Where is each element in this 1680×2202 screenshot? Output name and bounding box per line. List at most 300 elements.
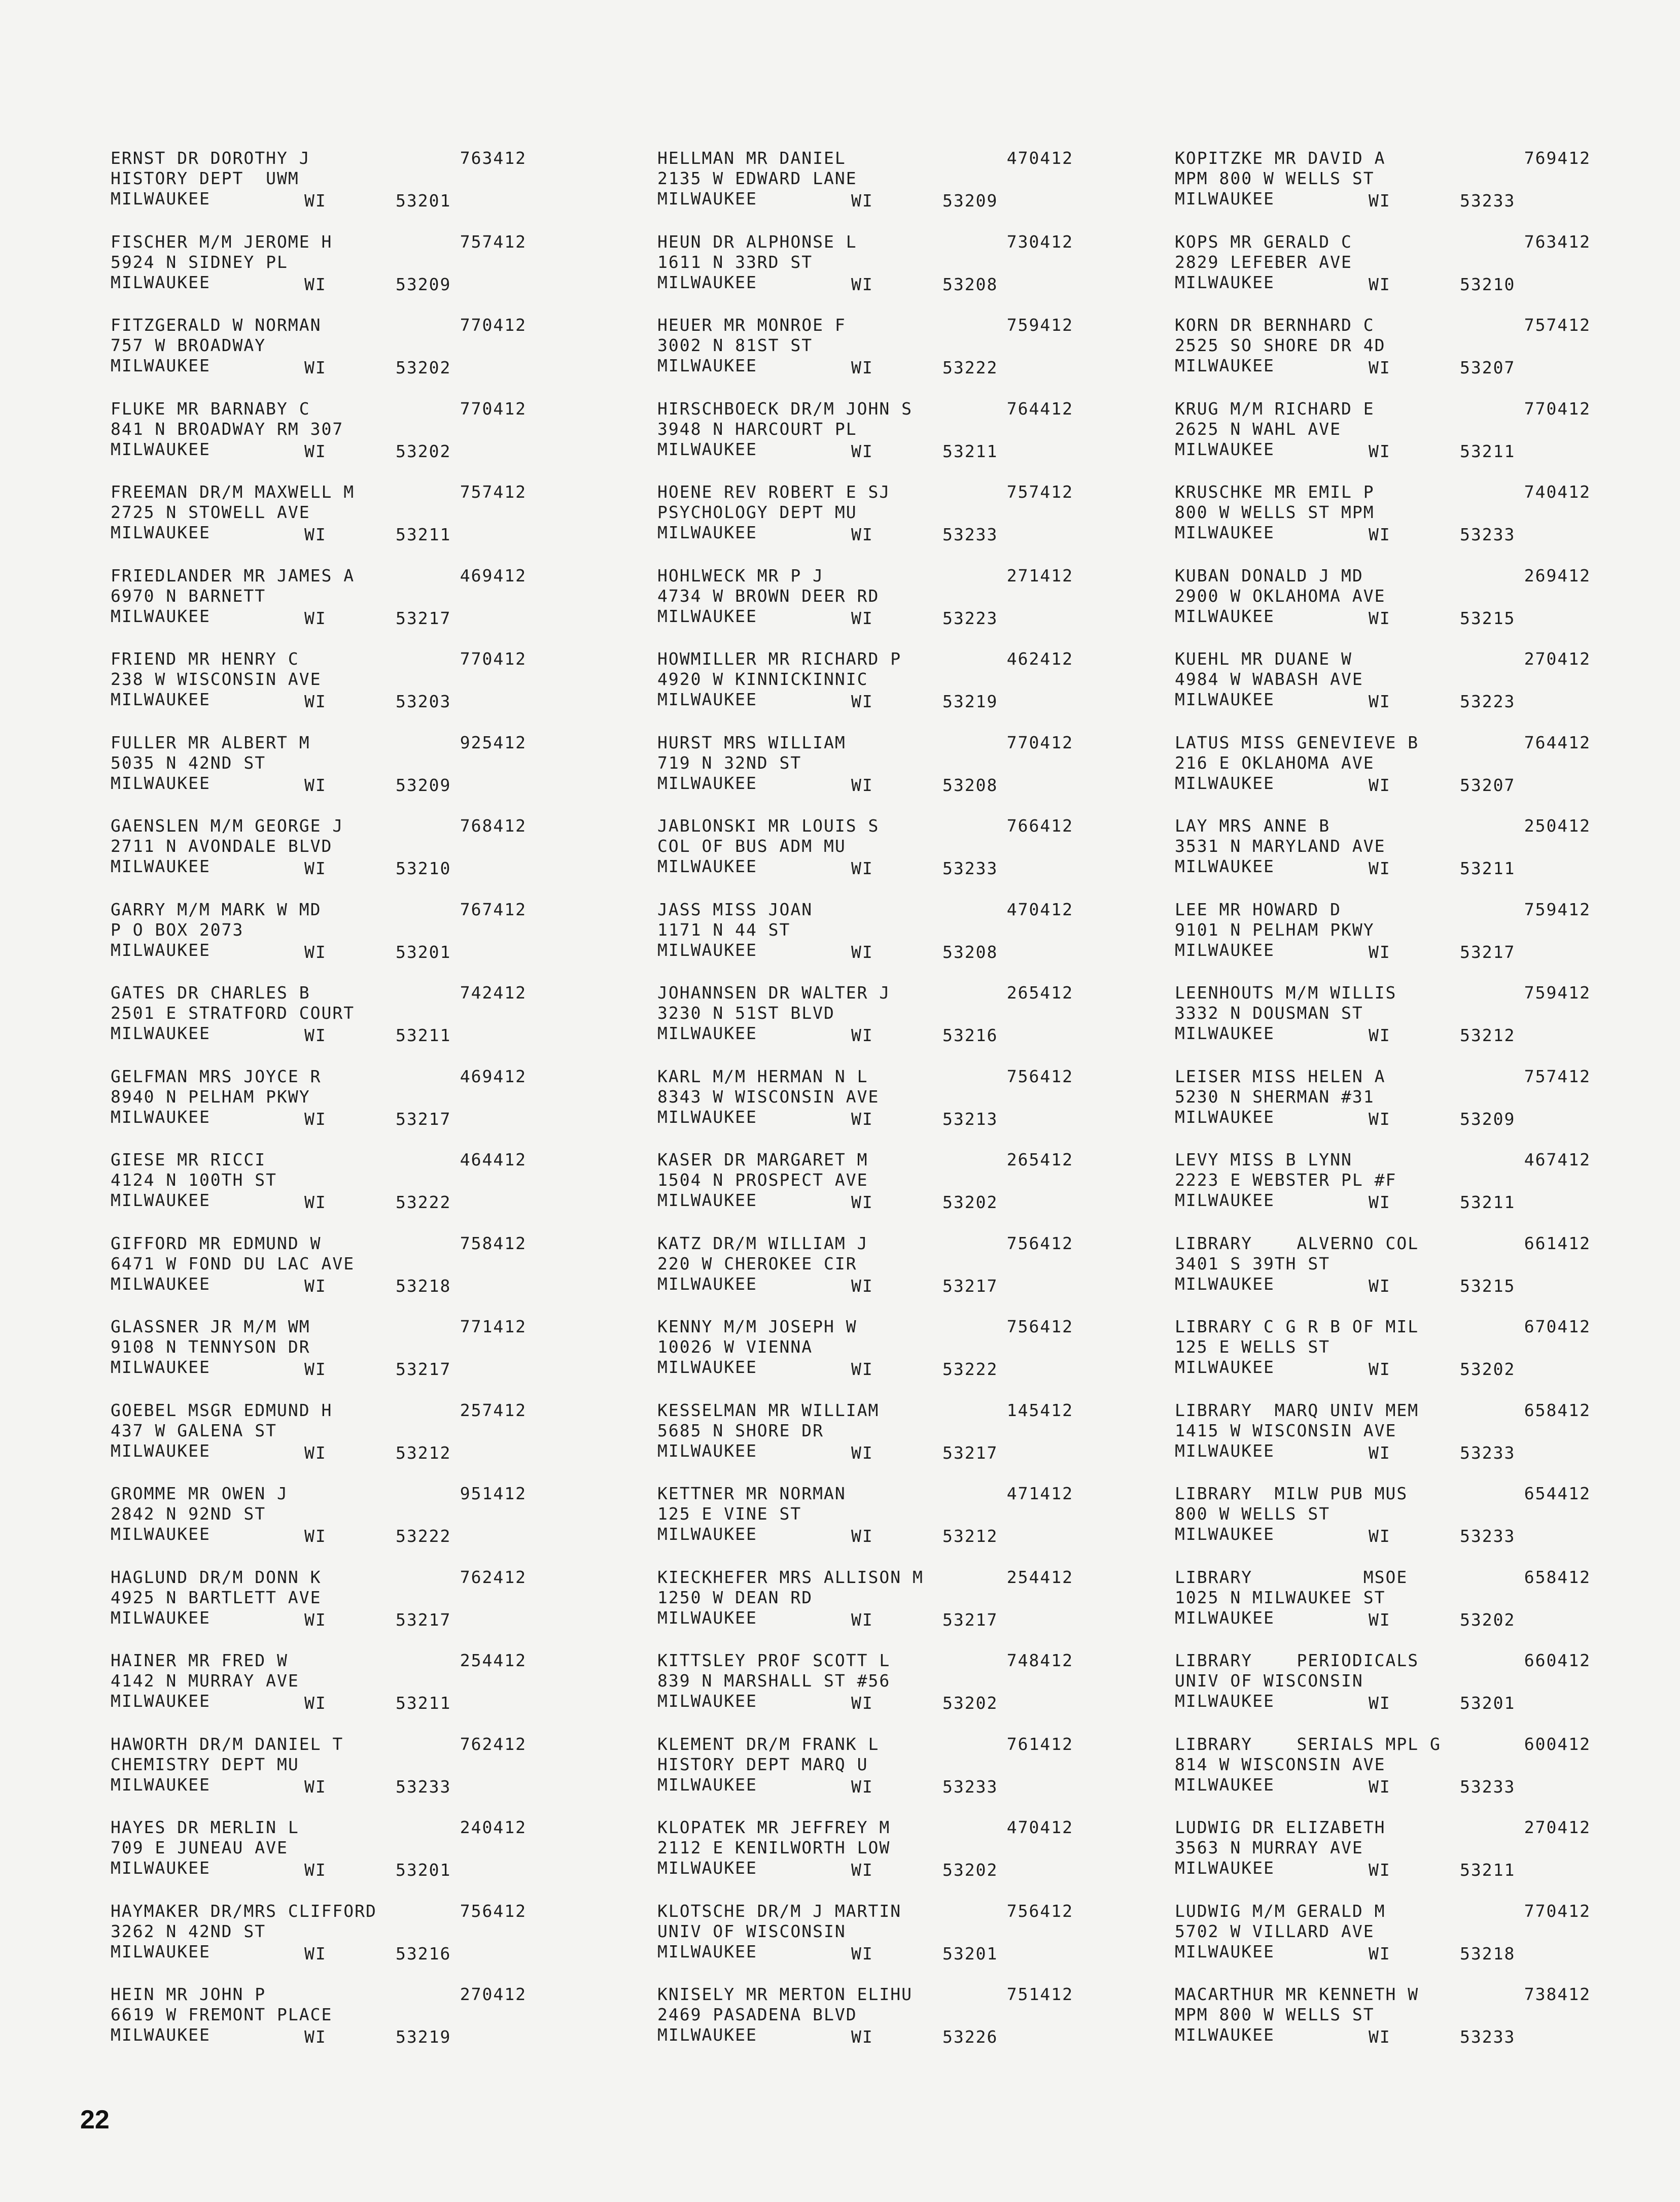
directory-entry	[1175, 1066, 1591, 1150]
directory-entry	[111, 816, 527, 900]
entry-city: MILWAUKEE	[657, 1858, 757, 1878]
entry-state: WI	[851, 942, 873, 962]
directory-entry	[111, 1650, 527, 1734]
entry-city: MILWAUKEE	[1175, 1107, 1275, 1127]
entry-name: FULLER MR ALBERT M	[111, 732, 310, 752]
entry-account-number: 265412	[1006, 983, 1073, 1003]
entry-address: 2135 W EDWARD LANE	[657, 168, 857, 188]
entry-state: WI	[304, 274, 327, 294]
entry-state: WI	[304, 1943, 327, 1964]
entry-name: FRIEND MR HENRY C	[111, 649, 299, 669]
entry-account-number: 265412	[1006, 1150, 1073, 1169]
entry-state: WI	[851, 1025, 873, 1045]
entry-account-number: 270412	[460, 1984, 527, 2004]
entry-city: MILWAUKEE	[1175, 1274, 1275, 1294]
entry-account-number: 764412	[1006, 398, 1073, 419]
entry-account-number: 763412	[1524, 231, 1591, 252]
entry-zip: 53211	[396, 1025, 451, 1045]
entry-state: WI	[1369, 191, 1391, 211]
entry-state: WI	[304, 1359, 327, 1379]
entry-city: MILWAUKEE	[657, 523, 757, 542]
entry-name: KNISELY MR MERTON ELIHU	[657, 1984, 913, 2004]
entry-account-number: 738412	[1524, 1984, 1591, 2004]
directory-entry	[111, 733, 527, 816]
entry-state: WI	[1369, 1359, 1391, 1379]
entry-name: GATES DR CHARLES B	[111, 983, 310, 1003]
entry-account-number: 654412	[1524, 1484, 1591, 1503]
entry-name: KIECKHEFER MRS ALLISON M	[657, 1567, 924, 1587]
entry-state: WI	[1369, 274, 1391, 294]
entry-name: LIBRARY MILW PUB MUS	[1175, 1484, 1408, 1503]
entry-state: WI	[1369, 1276, 1391, 1296]
directory-entry	[111, 649, 527, 733]
entry-zip: 53211	[942, 441, 998, 461]
entry-account-number: 730412	[1006, 231, 1073, 252]
entry-city: MILWAUKEE	[1175, 1023, 1275, 1043]
entry-city: MILWAUKEE	[1175, 773, 1275, 793]
entry-state: WI	[1369, 1025, 1391, 1045]
entry-name: KUBAN DONALD J MD	[1175, 565, 1363, 586]
entry-zip: 53211	[396, 525, 451, 544]
entry-name: KOPS MR GERALD C	[1175, 231, 1352, 252]
entry-state: WI	[304, 942, 327, 962]
entry-address: 125 E VINE ST	[657, 1504, 802, 1524]
entry-state: WI	[1369, 692, 1391, 711]
entry-zip: 53215	[1460, 1276, 1516, 1296]
entry-address: 8940 N PELHAM PKWY	[111, 1086, 310, 1107]
entry-zip: 53209	[396, 775, 451, 795]
directory-entry	[1175, 148, 1591, 232]
entry-name: KORN DR BERNHARD C	[1175, 315, 1375, 335]
entry-address: HISTORY DEPT MARQ U	[657, 1754, 868, 1774]
entry-zip: 53218	[396, 1276, 451, 1296]
entry-address: 1171 N 44 ST	[657, 919, 791, 940]
entry-zip: 53226	[942, 2027, 998, 2047]
entry-account-number: 470412	[1006, 148, 1073, 168]
entry-address: 1504 N PROSPECT AVE	[657, 1170, 868, 1190]
entry-name: JOHANNSEN DR WALTER J	[657, 983, 891, 1003]
entry-state: WI	[304, 441, 327, 461]
entry-name: GIESE MR RICCI	[111, 1150, 266, 1169]
entry-city: MILWAUKEE	[657, 606, 757, 626]
entry-address: 2501 E STRATFORD COURT	[111, 1003, 355, 1023]
entry-account-number: 756412	[460, 1901, 527, 1921]
entry-account-number: 762412	[460, 1567, 527, 1587]
entry-address: 4124 N 100TH ST	[111, 1170, 277, 1190]
directory-entry	[111, 1567, 527, 1651]
entry-city: MILWAUKEE	[111, 1023, 211, 1043]
directory-entry	[1175, 1567, 1591, 1651]
entry-city: MILWAUKEE	[657, 1440, 757, 1461]
entry-city: MILWAUKEE	[1175, 272, 1275, 292]
entry-name: GAENSLEN M/M GEORGE J	[111, 816, 344, 836]
entry-account-number: 767412	[460, 899, 527, 919]
entry-state: WI	[1369, 608, 1391, 628]
entry-state: WI	[851, 1860, 873, 1880]
entry-name: FITZGERALD W NORMAN	[111, 315, 322, 335]
directory-column-2	[657, 148, 1073, 2068]
entry-state: WI	[851, 358, 873, 377]
entry-state: WI	[851, 1526, 873, 1546]
entry-city: MILWAUKEE	[1175, 940, 1275, 960]
entry-state: WI	[851, 1276, 873, 1296]
entry-name: GIFFORD MR EDMUND W	[111, 1233, 322, 1253]
entry-zip: 53212	[1460, 1025, 1516, 1045]
entry-city: MILWAUKEE	[657, 856, 757, 876]
directory-entry	[657, 649, 1073, 733]
entry-zip: 53209	[1460, 1109, 1516, 1129]
entry-name: KITTSLEY PROF SCOTT L	[657, 1650, 891, 1670]
entry-zip: 53222	[942, 1359, 998, 1379]
entry-zip: 53219	[942, 692, 998, 711]
entry-account-number: 925412	[460, 732, 527, 752]
entry-zip: 53217	[396, 1359, 451, 1379]
directory-entry	[657, 148, 1073, 232]
entry-city: MILWAUKEE	[1175, 1774, 1275, 1795]
entry-name: KESSELMAN MR WILLIAM	[657, 1400, 880, 1420]
entry-city: MILWAUKEE	[657, 1774, 757, 1795]
entry-name: LUDWIG M/M GERALD M	[1175, 1901, 1386, 1921]
entry-state: WI	[304, 1609, 327, 1630]
entry-city: MILWAUKEE	[1175, 523, 1275, 542]
entry-zip: 53202	[1460, 1359, 1516, 1379]
directory-entry	[657, 1650, 1073, 1734]
entry-address: 2711 N AVONDALE BLVD	[111, 836, 333, 856]
entry-state: WI	[304, 775, 327, 795]
entry-account-number: 464412	[460, 1150, 527, 1169]
entry-state: WI	[1369, 525, 1391, 544]
entry-address: 3563 N MURRAY AVE	[1175, 1838, 1363, 1857]
entry-account-number: 254412	[1006, 1567, 1073, 1587]
entry-zip: 53217	[396, 1109, 451, 1129]
entry-city: MILWAUKEE	[111, 523, 211, 542]
directory-entry	[111, 1233, 527, 1317]
directory-entry	[1175, 1150, 1591, 1233]
entry-address: 8343 W WISCONSIN AVE	[657, 1086, 880, 1107]
entry-city: MILWAUKEE	[111, 356, 211, 375]
entry-name: LEENHOUTS M/M WILLIS	[1175, 983, 1397, 1003]
entry-zip: 53217	[942, 1609, 998, 1630]
entry-address: 4925 N BARTLETT AVE	[111, 1587, 322, 1607]
entry-state: WI	[1369, 1776, 1391, 1797]
entry-state: WI	[1369, 1192, 1391, 1212]
entry-zip: 53216	[942, 1025, 998, 1045]
entry-name: LEVY MISS B LYNN	[1175, 1150, 1352, 1169]
entry-city: MILWAUKEE	[1175, 690, 1275, 709]
directory-entry	[657, 1567, 1073, 1651]
entry-state: WI	[304, 858, 327, 878]
entry-address: 3401 S 39TH ST	[1175, 1253, 1331, 1274]
entry-city: MILWAUKEE	[657, 1190, 757, 1210]
entry-address: P O BOX 2073	[111, 919, 244, 940]
entry-name: LIBRARY ALVERNO COL	[1175, 1233, 1419, 1253]
entry-city: MILWAUKEE	[657, 1023, 757, 1043]
entry-name: LEE MR HOWARD D	[1175, 899, 1342, 919]
entry-zip: 53208	[942, 775, 998, 795]
entry-account-number: 660412	[1524, 1650, 1591, 1670]
entry-address: 6970 N BARNETT	[111, 586, 266, 606]
entry-zip: 53209	[396, 274, 451, 294]
entry-name: HAGLUND DR/M DONN K	[111, 1567, 322, 1587]
entry-name: KATZ DR/M WILLIAM J	[657, 1233, 868, 1253]
entry-zip: 53210	[1460, 274, 1516, 294]
directory-entry	[657, 399, 1073, 483]
entry-address: 1025 N MILWAUKEE ST	[1175, 1587, 1386, 1607]
entry-account-number: 951412	[460, 1484, 527, 1503]
page-number: 22	[80, 2105, 110, 2135]
entry-account-number: 270412	[1524, 649, 1591, 669]
entry-state: WI	[1369, 1526, 1391, 1546]
directory-entry	[111, 1150, 527, 1233]
entry-name: ERNST DR DOROTHY J	[111, 148, 310, 168]
entry-zip: 53217	[942, 1442, 998, 1463]
entry-state: WI	[851, 1609, 873, 1630]
entry-city: MILWAUKEE	[657, 189, 757, 209]
entry-account-number: 269412	[1524, 565, 1591, 586]
directory-entry	[1175, 1400, 1591, 1484]
entry-account-number: 756412	[1006, 1317, 1073, 1336]
entry-city: MILWAUKEE	[111, 690, 211, 709]
entry-city: MILWAUKEE	[1175, 1941, 1275, 1962]
entry-account-number: 270412	[1524, 1817, 1591, 1837]
entry-name: LAY MRS ANNE B	[1175, 816, 1331, 836]
entry-zip: 53233	[1460, 1526, 1516, 1546]
directory-entry	[1175, 1484, 1591, 1567]
entry-state: WI	[1369, 775, 1391, 795]
entry-city: MILWAUKEE	[1175, 356, 1275, 375]
directory-entry	[657, 566, 1073, 649]
entry-name: KASER DR MARGARET M	[657, 1150, 868, 1169]
entry-account-number: 740412	[1524, 482, 1591, 502]
directory-entry	[657, 733, 1073, 816]
entry-zip: 53202	[396, 441, 451, 461]
entry-account-number: 748412	[1006, 1650, 1073, 1670]
entry-zip: 53208	[942, 942, 998, 962]
entry-address: 2900 W OKLAHOMA AVE	[1175, 586, 1386, 606]
entry-zip: 53213	[942, 1109, 998, 1129]
entry-state: WI	[851, 1192, 873, 1212]
entry-account-number: 770412	[1524, 398, 1591, 419]
entry-account-number: 670412	[1524, 1317, 1591, 1336]
entry-name: LATUS MISS GENEVIEVE B	[1175, 732, 1419, 752]
directory-entry	[1175, 983, 1591, 1066]
directory-entry	[111, 315, 527, 399]
entry-state: WI	[304, 358, 327, 377]
entry-name: HOHLWECK MR P J	[657, 565, 824, 586]
entry-address: 10026 W VIENNA	[657, 1337, 813, 1357]
entry-state: WI	[1369, 358, 1391, 377]
directory-entry	[1175, 1317, 1591, 1400]
entry-city: MILWAUKEE	[657, 1524, 757, 1544]
entry-city: MILWAUKEE	[657, 1607, 757, 1628]
entry-address: 2842 N 92ND ST	[111, 1504, 266, 1524]
entry-zip: 53217	[396, 608, 451, 628]
entry-state: WI	[851, 1693, 873, 1713]
entry-address: 238 W WISCONSIN AVE	[111, 669, 322, 689]
entry-state: WI	[304, 1693, 327, 1713]
entry-address: 125 E WELLS ST	[1175, 1337, 1331, 1357]
entry-address: COL OF BUS ADM MU	[657, 836, 846, 856]
entry-name: KLOPATEK MR JEFFREY M	[657, 1817, 891, 1837]
entry-address: 800 W WELLS ST	[1175, 1504, 1331, 1524]
entry-address: 5230 N SHERMAN #31	[1175, 1086, 1375, 1107]
entry-name: LIBRARY PERIODICALS	[1175, 1650, 1419, 1670]
directory-entry	[657, 816, 1073, 900]
entry-address: UNIV OF WISCONSIN	[657, 1921, 846, 1941]
entry-name: KLOTSCHE DR/M J MARTIN	[657, 1901, 902, 1921]
entry-zip: 53201	[942, 1943, 998, 1964]
entry-zip: 53201	[396, 1860, 451, 1880]
entry-account-number: 254412	[460, 1650, 527, 1670]
entry-city: MILWAUKEE	[1175, 1357, 1275, 1377]
directory-entry	[657, 482, 1073, 566]
entry-address: MPM 800 W WELLS ST	[1175, 168, 1375, 188]
entry-zip: 53210	[396, 858, 451, 878]
entry-zip: 53233	[1460, 1442, 1516, 1463]
entry-address: 709 E JUNEAU AVE	[111, 1838, 288, 1857]
entry-address: 2223 E WEBSTER PL #F	[1175, 1170, 1397, 1190]
entry-state: WI	[851, 1109, 873, 1129]
entry-address: 1611 N 33RD ST	[657, 252, 813, 272]
directory-entry	[111, 148, 527, 232]
entry-name: HURST MRS WILLIAM	[657, 732, 846, 752]
entry-address: 9101 N PELHAM PKWY	[1175, 919, 1375, 940]
entry-account-number: 658412	[1524, 1400, 1591, 1420]
entry-city: MILWAUKEE	[657, 1274, 757, 1294]
entry-account-number: 770412	[1524, 1901, 1591, 1921]
entry-state: WI	[851, 608, 873, 628]
entry-address: 3002 N 81ST ST	[657, 335, 813, 355]
entry-state: WI	[1369, 1442, 1391, 1463]
entry-zip: 53222	[942, 358, 998, 377]
entry-address: 2525 SO SHORE DR 4D	[1175, 335, 1386, 355]
entry-zip: 53207	[1460, 358, 1516, 377]
directory-entry	[1175, 1650, 1591, 1734]
directory-entry	[657, 1484, 1073, 1567]
directory-entry	[657, 1817, 1073, 1901]
directory-column-3	[1175, 148, 1591, 2068]
entry-state: WI	[851, 2027, 873, 2047]
entry-zip: 53211	[1460, 441, 1516, 461]
directory-entry	[1175, 1734, 1591, 1818]
entry-address: 1250 W DEAN RD	[657, 1587, 813, 1607]
entry-city: MILWAUKEE	[111, 1607, 211, 1628]
entry-name: FREEMAN DR/M MAXWELL M	[111, 482, 355, 502]
directory-entry	[1175, 1901, 1591, 1985]
entry-zip: 53223	[1460, 692, 1516, 711]
entry-account-number: 257412	[460, 1400, 527, 1420]
entry-address: 814 W WISCONSIN AVE	[1175, 1754, 1386, 1774]
directory-entry	[657, 1901, 1073, 1985]
entry-name: FISCHER M/M JEROME H	[111, 231, 333, 252]
directory-entry	[657, 1317, 1073, 1400]
directory-entry	[111, 1817, 527, 1901]
entry-name: GROMME MR OWEN J	[111, 1484, 288, 1503]
entry-name: HEUER MR MONROE F	[657, 315, 846, 335]
entry-name: LIBRARY MSOE	[1175, 1567, 1408, 1587]
entry-address: 3531 N MARYLAND AVE	[1175, 836, 1386, 856]
entry-address: 2625 N WAHL AVE	[1175, 419, 1342, 439]
directory-entry	[111, 1984, 527, 2068]
entry-address: 6471 W FOND DU LAC AVE	[111, 1253, 355, 1274]
directory-entry	[111, 1317, 527, 1400]
entry-account-number: 469412	[460, 1066, 527, 1086]
entry-account-number: 757412	[460, 482, 527, 502]
directory-entry	[111, 1901, 527, 1985]
entry-city: MILWAUKEE	[1175, 1691, 1275, 1711]
entry-address: 757 W BROADWAY	[111, 335, 266, 355]
entry-account-number: 761412	[1006, 1734, 1073, 1754]
entry-zip: 53217	[942, 1276, 998, 1296]
entry-zip: 53211	[396, 1693, 451, 1713]
entry-account-number: 469412	[460, 565, 527, 586]
entry-address: 3332 N DOUSMAN ST	[1175, 1003, 1363, 1023]
directory-entry	[657, 1984, 1073, 2068]
entry-account-number: 768412	[460, 816, 527, 836]
entry-zip: 53222	[396, 1192, 451, 1212]
entry-account-number: 770412	[1006, 732, 1073, 752]
entry-city: MILWAUKEE	[1175, 1607, 1275, 1628]
entry-state: WI	[1369, 441, 1391, 461]
directory-entry	[111, 1734, 527, 1818]
entry-name: LIBRARY SERIALS MPL G	[1175, 1734, 1441, 1754]
entry-account-number: 769412	[1524, 148, 1591, 168]
entry-account-number: 658412	[1524, 1567, 1591, 1587]
entry-state: WI	[1369, 2027, 1391, 2047]
entry-address: 4734 W BROWN DEER RD	[657, 586, 880, 606]
entry-address: 216 E OKLAHOMA AVE	[1175, 752, 1375, 773]
entry-name: GARRY M/M MARK W MD	[111, 899, 322, 919]
entry-state: WI	[304, 1109, 327, 1129]
directory-entry	[111, 900, 527, 983]
entry-name: KOPITZKE MR DAVID A	[1175, 148, 1386, 168]
entry-name: HAINER MR FRED W	[111, 1650, 288, 1670]
entry-name: KENNY M/M JOSEPH W	[657, 1317, 857, 1336]
entry-city: MILWAUKEE	[111, 1524, 211, 1544]
entry-address: 2725 N STOWELL AVE	[111, 502, 310, 522]
entry-zip: 53202	[942, 1192, 998, 1212]
entry-state: WI	[851, 775, 873, 795]
entry-account-number: 756412	[1006, 1233, 1073, 1253]
entry-zip: 53201	[1460, 1693, 1516, 1713]
entry-address: 5685 N SHORE DR	[657, 1420, 824, 1440]
entry-zip: 53219	[396, 2027, 451, 2047]
entry-account-number: 759412	[1524, 899, 1591, 919]
entry-address: 3230 N 51ST BLVD	[657, 1003, 835, 1023]
entry-name: GELFMAN MRS JOYCE R	[111, 1066, 322, 1086]
entry-state: WI	[304, 1776, 327, 1797]
entry-address: 3948 N HARCOURT PL	[657, 419, 857, 439]
directory-entry	[111, 482, 527, 566]
entry-name: HEIN MR JOHN P	[111, 1984, 266, 2004]
entry-zip: 53233	[1460, 2027, 1516, 2047]
entry-city: MILWAUKEE	[111, 1107, 211, 1127]
directory-entry	[657, 315, 1073, 399]
entry-address: 2469 PASADENA BLVD	[657, 2005, 857, 2024]
entry-state: WI	[304, 692, 327, 711]
entry-city: MILWAUKEE	[1175, 856, 1275, 876]
entry-account-number: 470412	[1006, 1817, 1073, 1837]
entry-city: MILWAUKEE	[657, 272, 757, 292]
directory-entry	[657, 1734, 1073, 1818]
directory-entry	[657, 1150, 1073, 1233]
entry-city: MILWAUKEE	[657, 1941, 757, 1962]
entry-name: HAYES DR MERLIN L	[111, 1817, 299, 1837]
entry-city: MILWAUKEE	[111, 1691, 211, 1711]
entry-account-number: 764412	[1524, 732, 1591, 752]
directory-entry	[657, 983, 1073, 1066]
entry-name: KUEHL MR DUANE W	[1175, 649, 1352, 669]
